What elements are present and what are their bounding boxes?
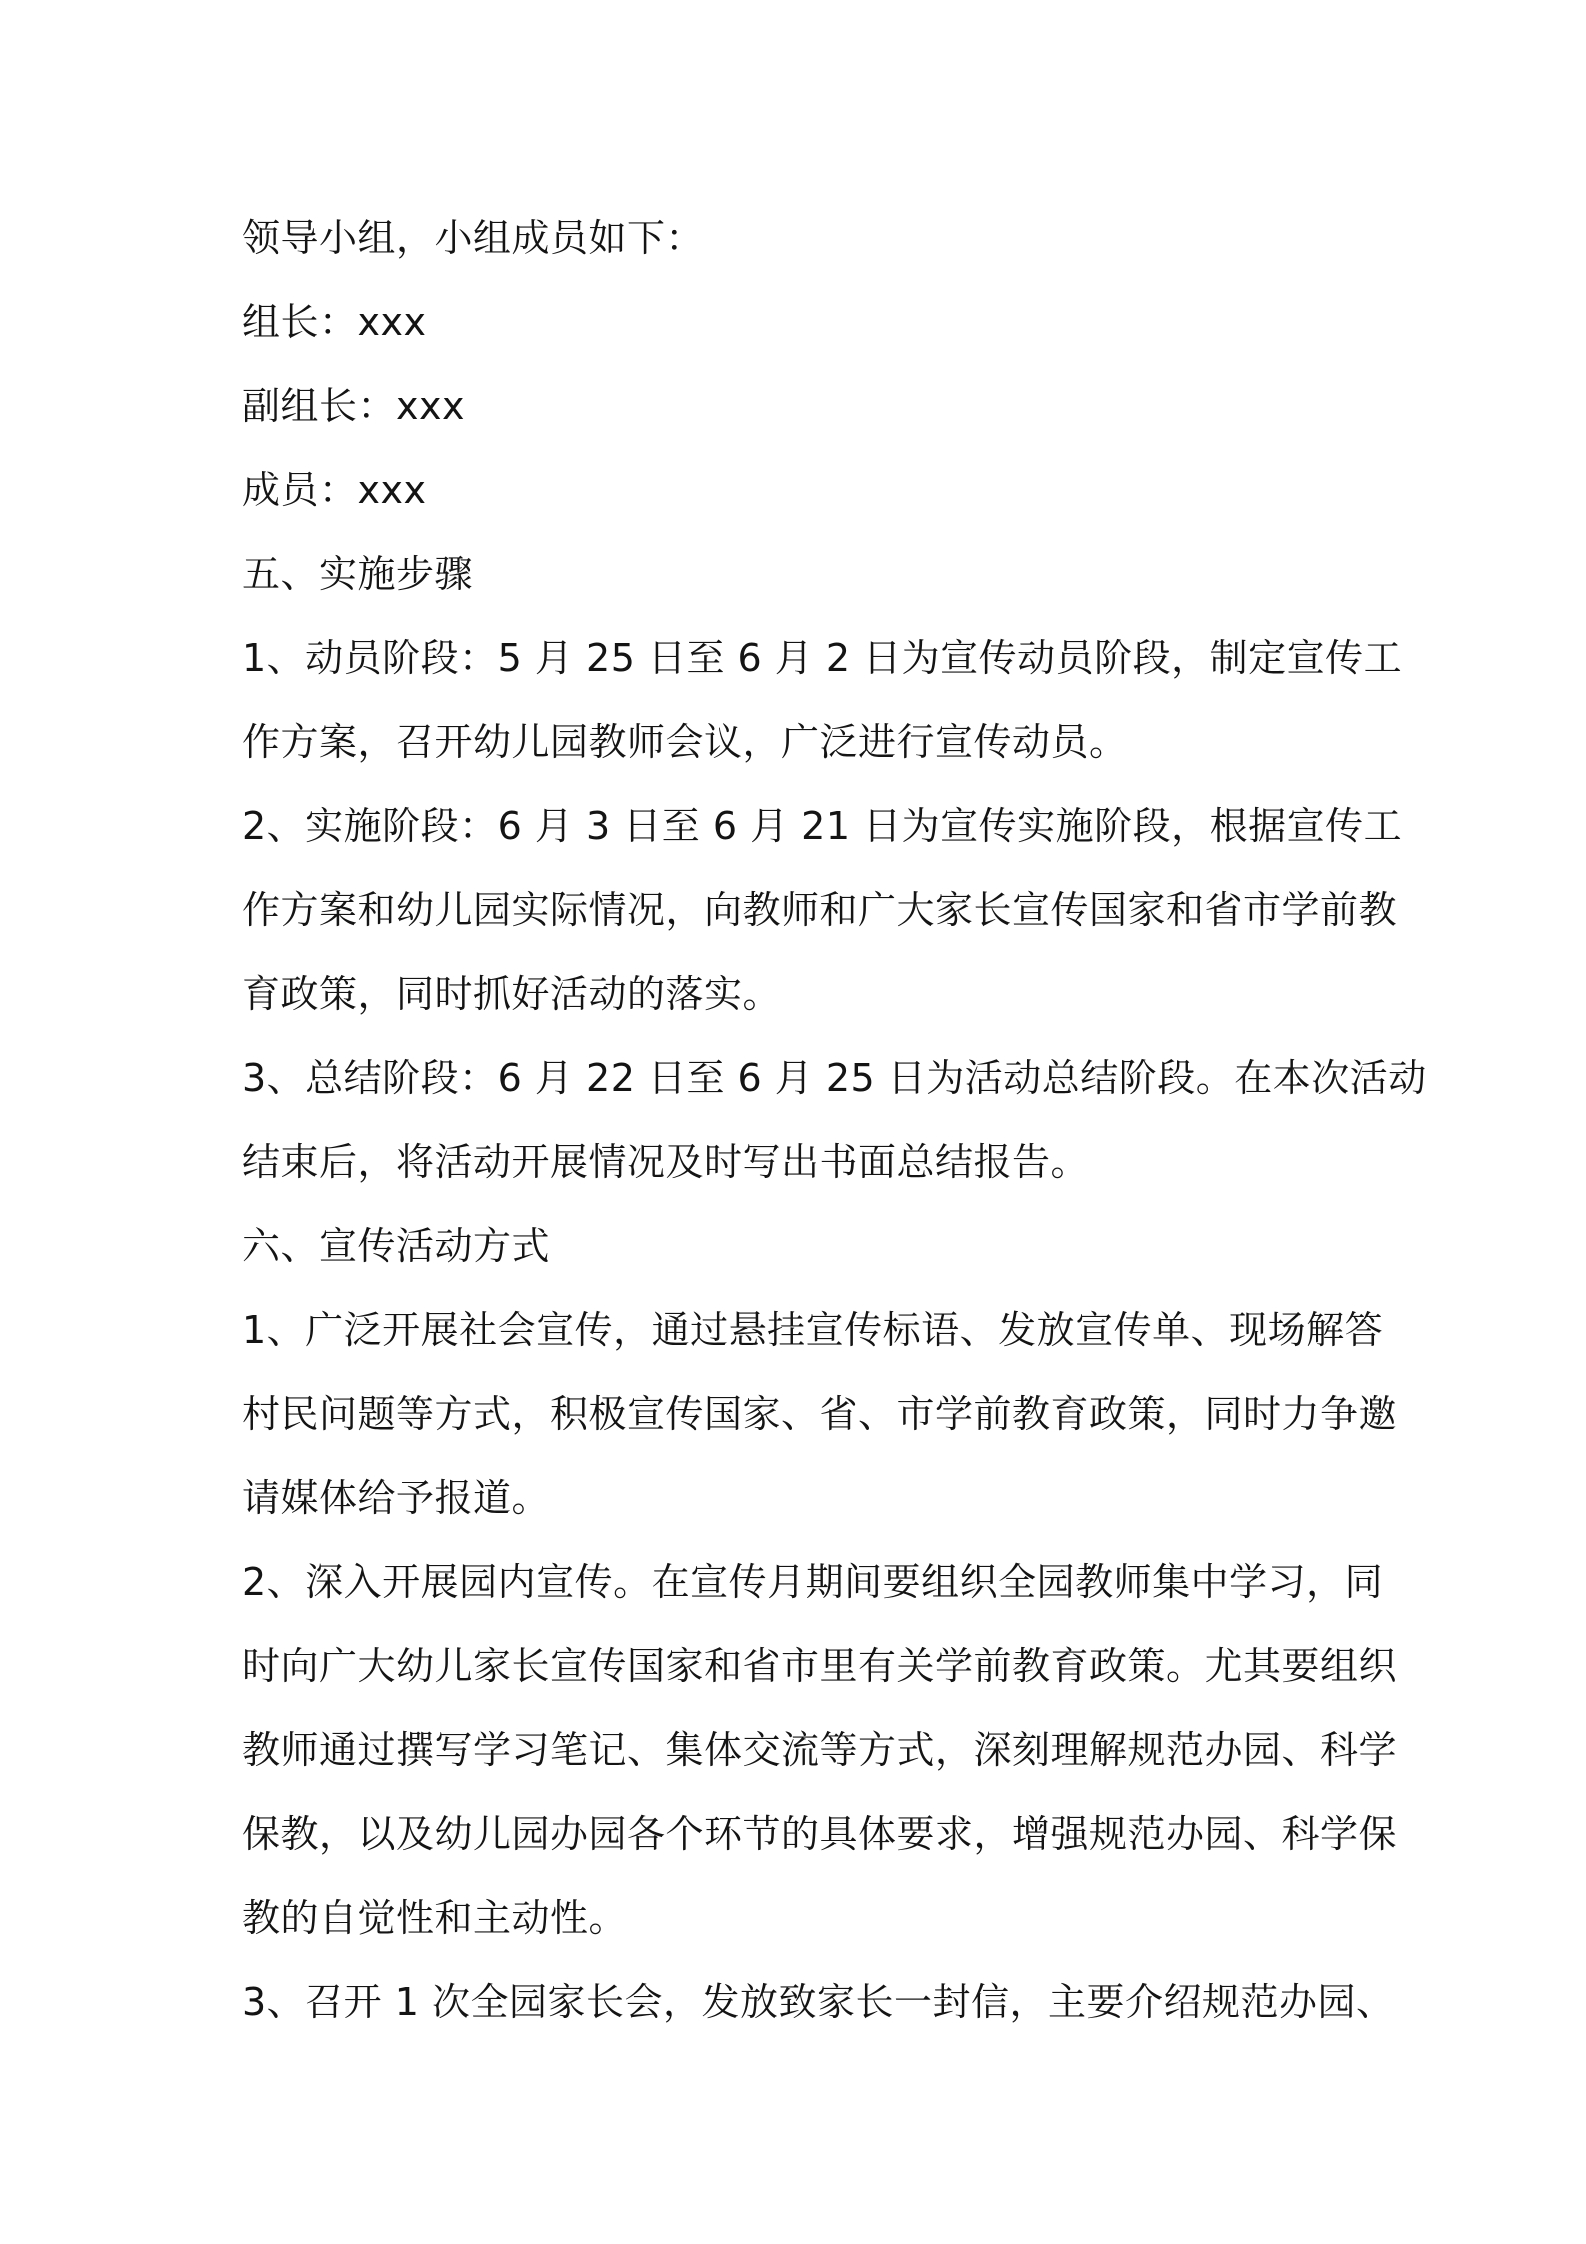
text-line: 2、实施阶段：6 月 3 日至 6 月 21 日为宣传实施阶段，根据宣传工 <box>242 804 1403 848</box>
text-line: 3、召开 1 次全园家长会，发放致家长一封信，主要介绍规范办园、 <box>242 1980 1395 2024</box>
text-line: 副组长：xxx <box>242 384 465 428</box>
text-line: 2、深入开展园内宣传。在宣传月期间要组织全园教师集中学习，同 <box>242 1560 1384 1604</box>
section-heading: 六、宣传活动方式 <box>242 1224 551 1268</box>
text-line: 结束后，将活动开展情况及时写出书面总结报告。 <box>242 1140 1090 1184</box>
text-line: 1、动员阶段：5 月 25 日至 6 月 2 日为宣传动员阶段，制定宣传工 <box>242 636 1403 680</box>
text-line: 时向广大幼儿家长宣传国家和省市里有关学前教育政策。尤其要组织 <box>242 1644 1398 1688</box>
text-line: 村民问题等方式，积极宣传国家、省、市学前教育政策，同时力争邀 <box>242 1392 1398 1436</box>
text-line: 作方案和幼儿园实际情况，向教师和广大家长宣传国家和省市学前教 <box>242 888 1398 932</box>
text-line: 组长：xxx <box>242 300 427 344</box>
text-line: 成员：xxx <box>242 468 427 512</box>
document-body <box>242 196 1427 2044</box>
text-line: 保教，以及幼儿园办园各个环节的具体要求，增强规范办园、科学保 <box>242 1812 1398 1856</box>
text-line: 作方案，召开幼儿园教师会议，广泛进行宣传动员。 <box>242 720 1128 764</box>
section-heading: 五、实施步骤 <box>242 552 474 596</box>
text-line: 1、广泛开展社会宣传，通过悬挂宣传标语、发放宣传单、现场解答 <box>242 1308 1384 1352</box>
text-line: 教的自觉性和主动性。 <box>242 1896 628 1940</box>
text-line: 育政策，同时抓好活动的落实。 <box>242 972 782 1016</box>
text-line: 领导小组，小组成员如下： <box>242 216 705 260</box>
text-line: 请媒体给予报道。 <box>242 1476 551 1520</box>
text-line: 3、总结阶段：6 月 22 日至 6 月 25 日为活动总结阶段。在本次活动 <box>242 1056 1427 1100</box>
text-line: 教师通过撰写学习笔记、集体交流等方式，深刻理解规范办园、科学 <box>242 1728 1398 1772</box>
